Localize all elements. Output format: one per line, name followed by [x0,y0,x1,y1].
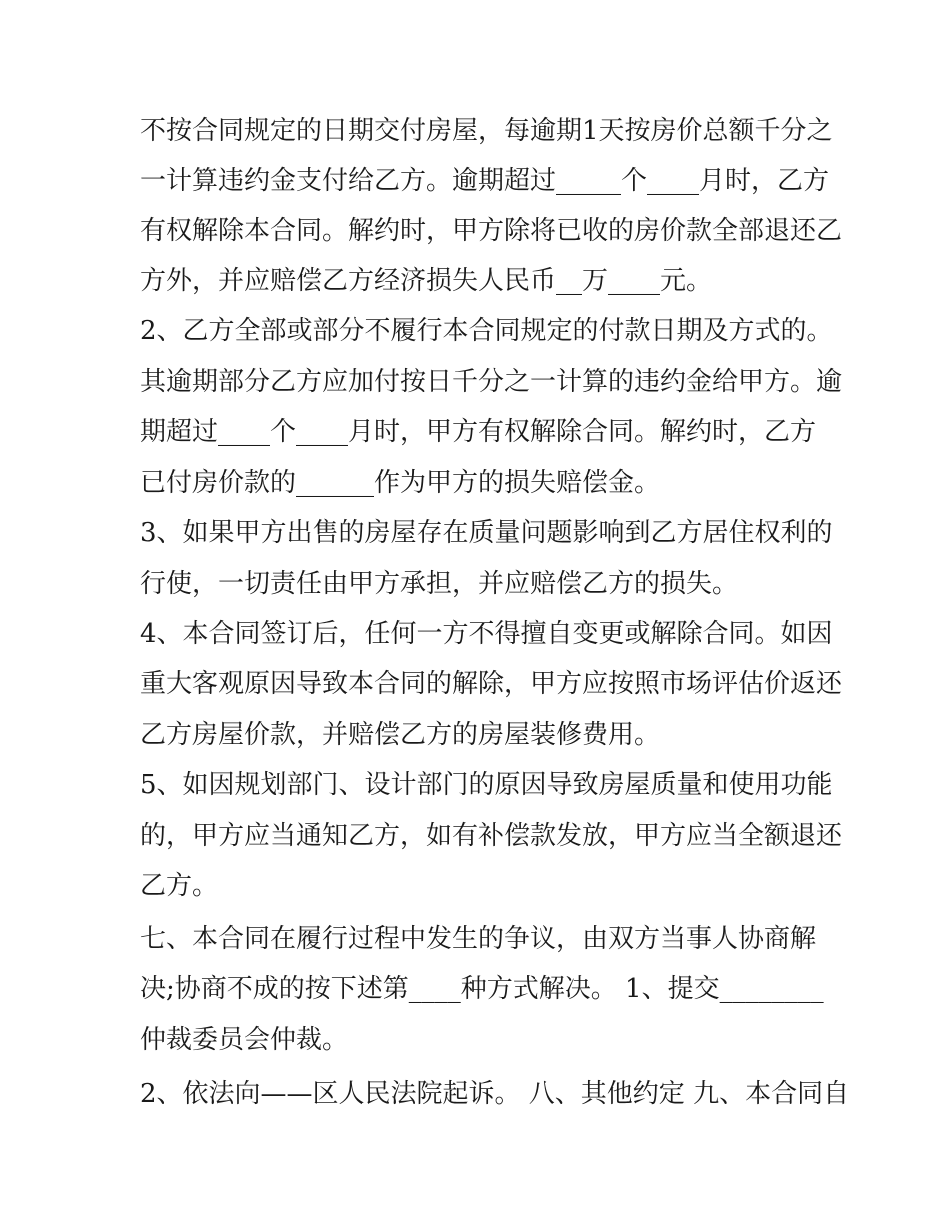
text-line: 七、本合同在履行过程中发生的争议，由双方当事人协商解 [140,924,817,954]
text-line: 行使，一切责任由甲方承担，并应赔偿乙方的损失。 [140,569,739,599]
text-line: 期超过____个____月时，甲方有权解除合同。解约时，乙方 [140,417,817,447]
text-line: 重大客观原因导致本合同的解除，甲方应按照市场评估价返还 [140,669,843,699]
text-line: 方外，并应赔偿乙方经济损失人民币__万____元。 [140,266,713,296]
text-line: 有权解除本合同。解约时，甲方除将已收的房价款全部退还乙 [140,216,843,246]
text-line: 乙方。 [140,871,219,901]
text-line: 2、乙方全部或部分不履行本合同规定的付款日期及方式的。 [140,316,833,346]
text-line: 的，甲方应当通知乙方，如有补偿款发放，甲方应当全额退还 [140,821,843,851]
text-line: 其逾期部分乙方应加付按日千分之一计算的违约金给甲方。逾 [140,367,843,397]
text-line: 不按合同规定的日期交付房屋，每逾期1天按房价总额千分之 [140,116,833,146]
text-line: 4、本合同签订后，任何一方不得擅自变更或解除合同。如因 [140,619,833,649]
text-line: 3、如果甲方出售的房屋存在质量问题影响到乙方居住权利的 [140,518,833,548]
text-line: 乙方房屋价款，并赔偿乙方的房屋装修费用。 [140,720,661,750]
text-line: 已付房价款的______作为甲方的损失赔偿金。 [140,468,661,498]
text-line: 仲裁委员会仲裁。 [140,1025,349,1055]
text-line: 2、依法向——区人民法院起诉。 八、其他约定 九、本合同自 [140,1079,850,1109]
text-line: 5、如因规划部门、设计部门的原因导致房屋质量和使用功能 [140,770,833,800]
text-line: 决;协商不成的按下述第____种方式解决。 1、提交________ [140,974,824,1004]
text-line: 一计算违约金支付给乙方。逾期超过_____个____月时，乙方 [140,166,830,196]
